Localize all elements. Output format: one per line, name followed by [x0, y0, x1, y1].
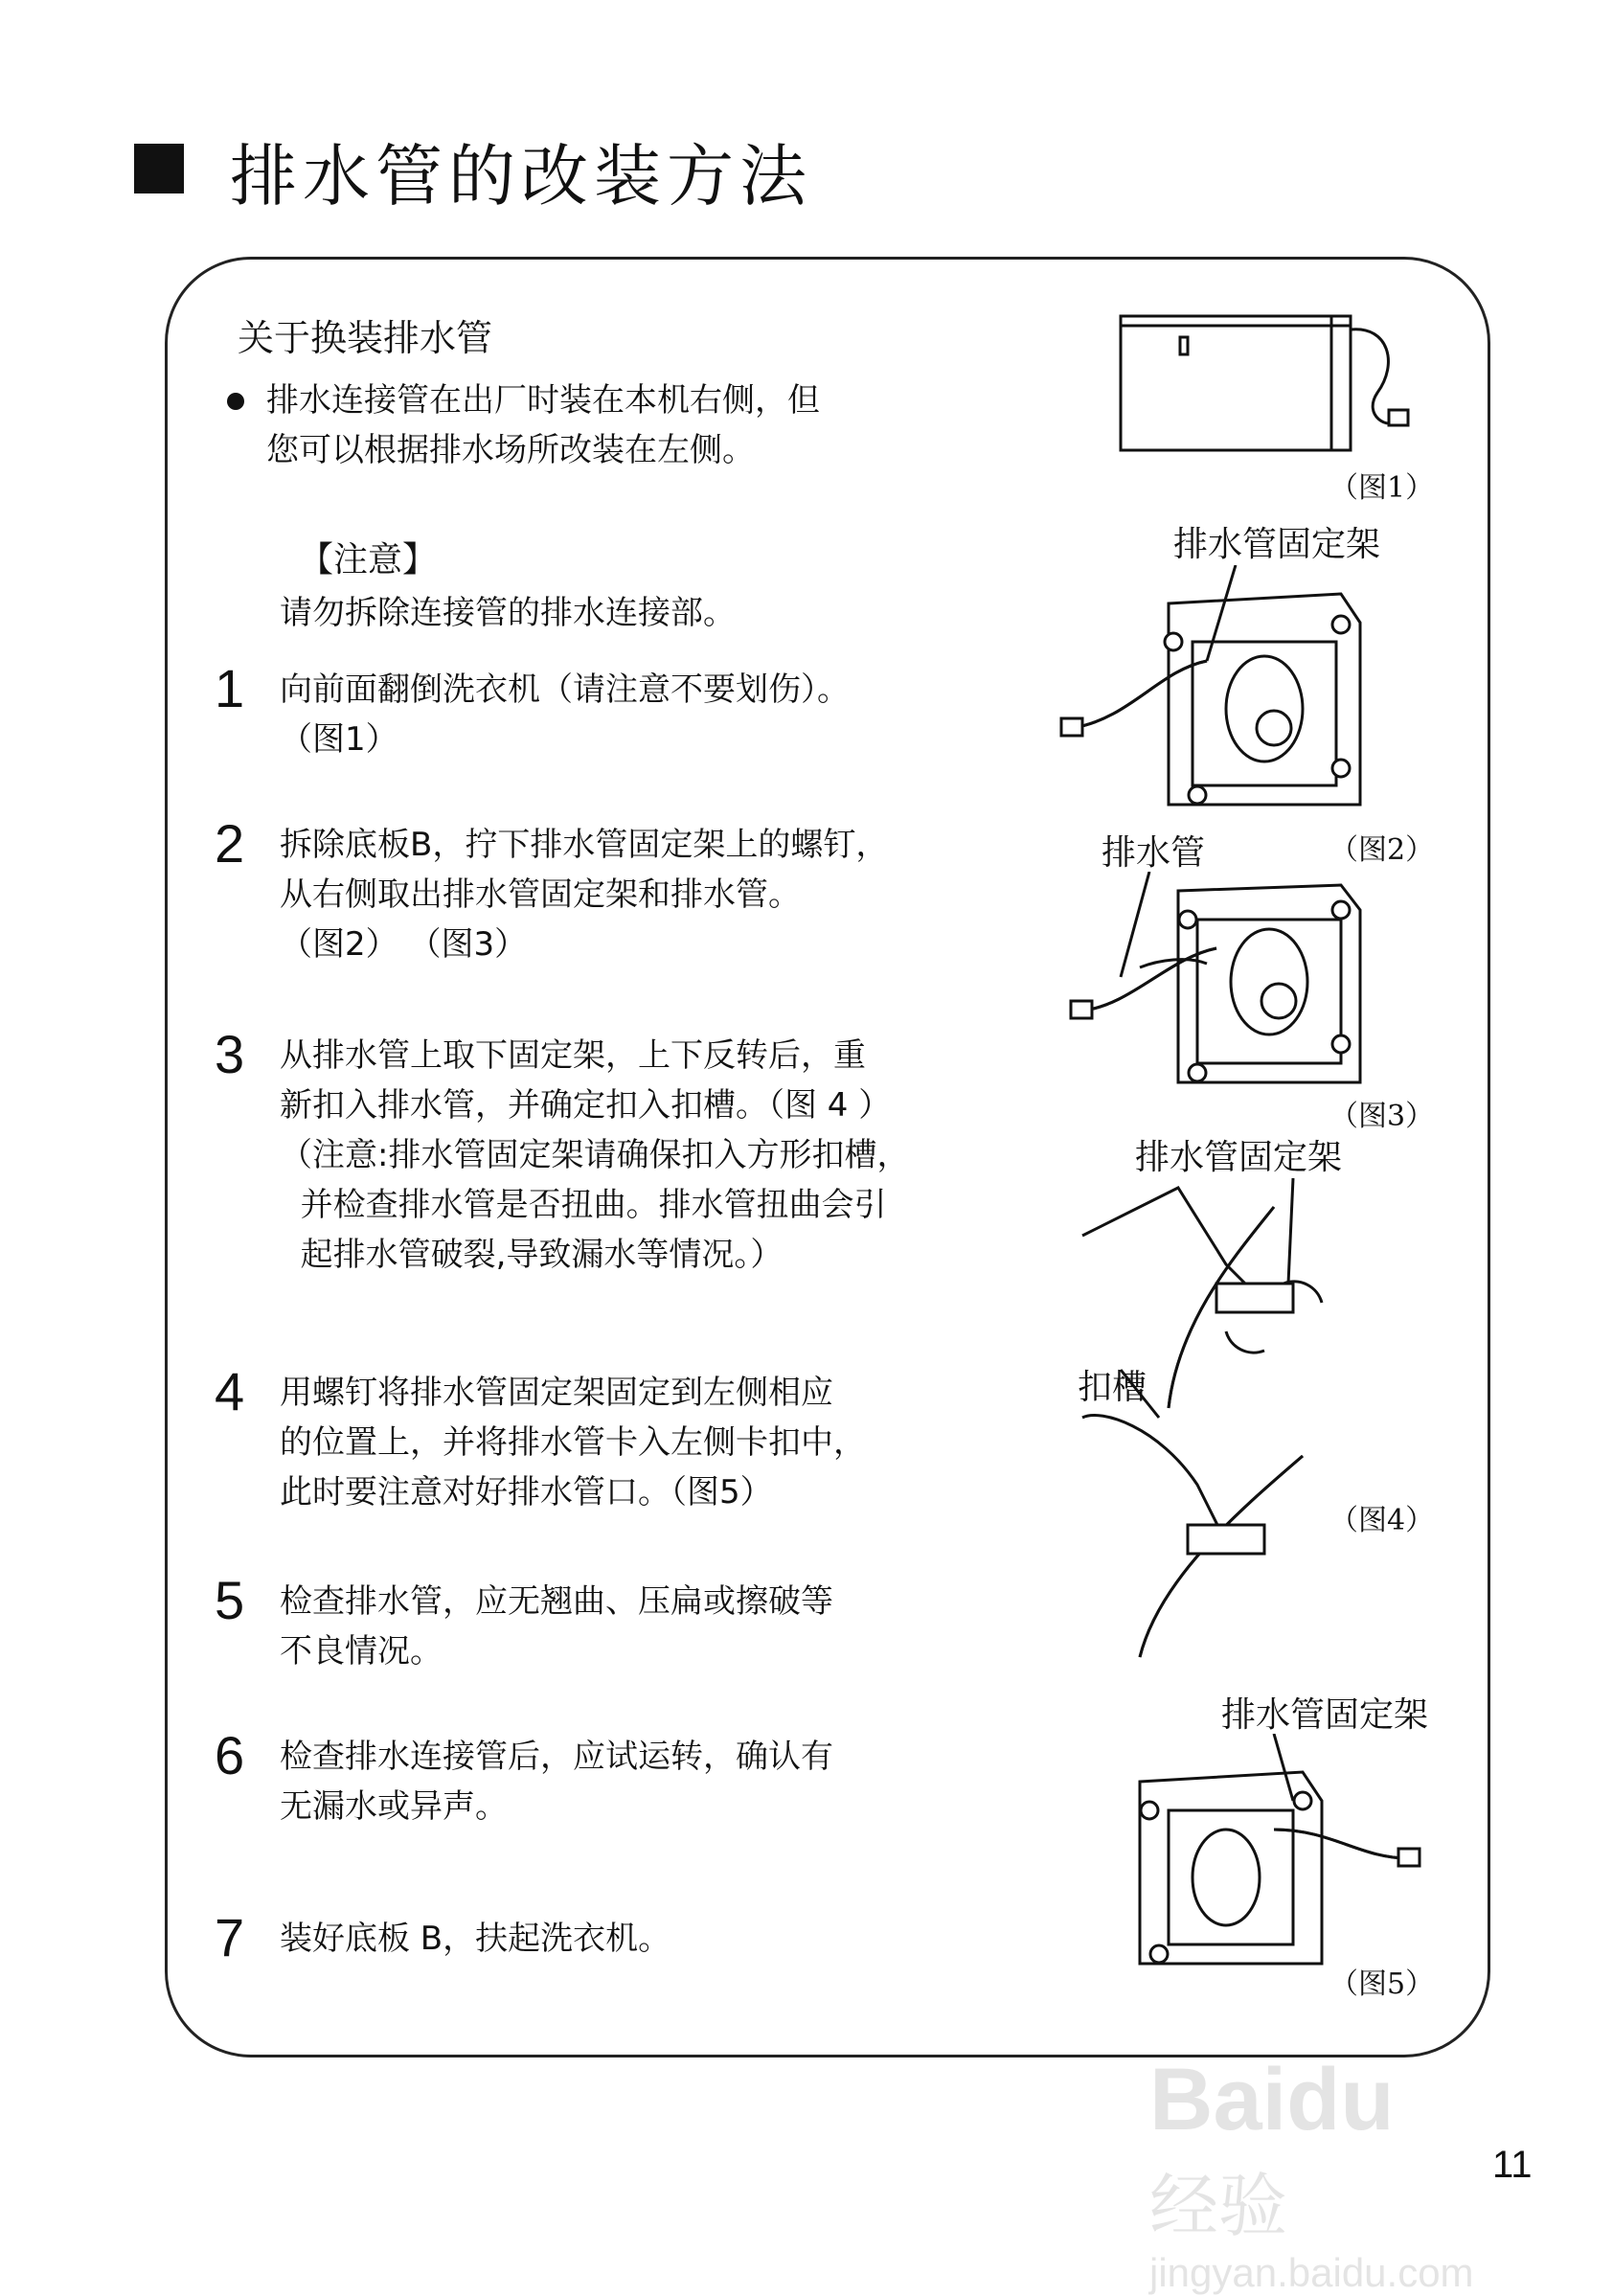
figure-3-caption: （图3） [1329, 1100, 1435, 1133]
baidu-watermark-logo [1149, 2050, 1533, 2295]
figure-3-illustration [1054, 872, 1370, 1092]
figure-3-label: 排水管 [1102, 833, 1206, 873]
step-3-line-4: 并检查排水管是否扭曲。排水管扭曲会引 [280, 1186, 887, 1224]
figure-5-caption: （图5） [1329, 1967, 1435, 2001]
step-3-line-3: （注意:排水管固定架请确保扣入方形扣槽， [280, 1136, 910, 1174]
bullet-line-1: 排水连接管在出厂时装在本机右侧，但 [266, 381, 820, 420]
figure-4-label-top: 排水管固定架 [1135, 1138, 1343, 1177]
step-number: 3 [215, 1024, 245, 1084]
step-5-line-1: 检查排水管，应无翘曲、压扁或擦破等 [280, 1582, 833, 1621]
step-number: 6 [215, 1725, 245, 1785]
page-title: 排水管的改装方法 [230, 137, 812, 216]
step-number: 2 [215, 813, 245, 874]
watermark-suffix: 经验 [1149, 2166, 1288, 2246]
step-number: 4 [215, 1361, 245, 1421]
step-4-line-2: 的位置上，并将排水管卡入左侧卡扣中， [280, 1423, 866, 1462]
step-4-line-1: 用螺钉将排水管固定架固定到左侧相应 [280, 1374, 833, 1412]
step-number: 5 [215, 1570, 245, 1630]
figure-4-illustration [1044, 1178, 1360, 1676]
section-subtitle: 关于换装排水管 [238, 317, 493, 359]
step-2-line-2: 从右侧取出排水管固定架和排水管。 [280, 875, 801, 914]
figure-2-illustration [1054, 565, 1370, 824]
step-2-line-3: （图2） （图3） [280, 925, 528, 964]
step-4-line-3: 此时要注意对好排水管口。（图5） [280, 1473, 773, 1512]
note-heading: 【注意】 [299, 540, 438, 580]
step-3-line-1: 从排水管上取下固定架，上下反转后，重 [280, 1036, 866, 1075]
bullet-line-2: 您可以根据排水场所改装在左侧。 [266, 431, 755, 469]
step-number: 1 [215, 658, 245, 718]
figure-4-label-slot: 扣槽 [1078, 1368, 1147, 1407]
figure-5-label: 排水管固定架 [1221, 1695, 1429, 1735]
step-1-line-2: （图1） [280, 720, 398, 759]
step-7-line-1: 装好底板 B，扶起洗衣机。 [280, 1920, 671, 1958]
step-number: 7 [215, 1907, 245, 1967]
figure-2-caption: （图2） [1329, 833, 1435, 867]
figure-5-illustration [1111, 1734, 1427, 1973]
bullet-icon [227, 393, 244, 410]
figure-1-illustration [1111, 307, 1418, 460]
figure-2-label: 排水管固定架 [1173, 525, 1381, 564]
step-1-line-1: 向前面翻倒洗衣机（请注意不要划伤）。 [280, 671, 850, 709]
step-2-line-1: 拆除底板B，拧下排水管固定架上的螺钉， [280, 826, 889, 864]
figure-1-caption: （图1） [1329, 471, 1435, 505]
note-text: 请勿拆除连接管的排水连接部。 [280, 594, 736, 632]
title-square-icon [134, 144, 184, 193]
step-3-line-5: 起排水管破裂,导致漏水等情况。） [280, 1236, 784, 1274]
step-3-line-2: 新扣入排水管，并确定扣入扣槽。（图 4 ） [280, 1086, 892, 1125]
step-5-line-2: 不良情况。 [280, 1632, 443, 1671]
watermark-url: jingyan.baidu.com [1149, 2250, 1474, 2295]
watermark-brand: Baidu [1149, 2051, 1395, 2148]
page-number: 11 [1492, 2144, 1533, 2186]
step-6-line-1: 检查排水连接管后，应试运转，确认有 [280, 1738, 833, 1776]
step-6-line-2: 无漏水或异声。 [280, 1787, 508, 1826]
figure-4-caption: （图4） [1329, 1504, 1435, 1537]
